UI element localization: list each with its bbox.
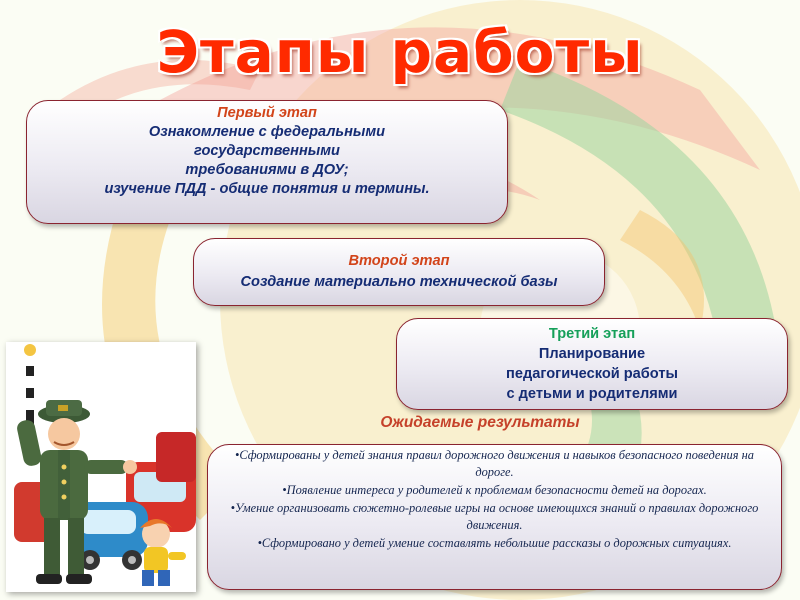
stage-3-line: педагогической работы xyxy=(506,366,678,382)
results-card xyxy=(207,444,782,590)
stage-3-line: с детьми и родителями xyxy=(506,386,678,402)
stage-3-card xyxy=(396,318,788,410)
stage-1-line: изучение ПДД - общие понятия и термины. xyxy=(104,181,430,197)
traffic-officer-illustration xyxy=(6,342,196,592)
stage-2-line: Создание материально технической базы xyxy=(240,274,558,290)
traffic-police-officer-icon xyxy=(6,342,196,592)
result-item: •Сформировано у детей умение составлять небольшие рассказы о дорожных ситуациях. xyxy=(257,536,732,550)
stage-3-line: Планирование xyxy=(538,346,646,362)
stage-1-card xyxy=(26,100,508,224)
stage-3-heading: Третий этап xyxy=(548,326,636,342)
results-heading: Ожидаемые результаты xyxy=(380,414,580,431)
stage-1-line: требованиями в ДОУ; xyxy=(185,162,349,178)
page-title: Этапы работы xyxy=(156,18,644,86)
result-item: •Умение организовать сюжетно-ролевые игры на основе имеющихся знаний о правилах дорожного движения. xyxy=(230,501,759,532)
stage-1-line: Ознакомление с федеральными xyxy=(148,124,386,140)
result-item: •Появление интереса у родителей к проблемам безопасности детей на дорогах. xyxy=(282,483,707,497)
stage-1-line: государственными xyxy=(194,143,340,159)
stage-2-heading: Второй этап xyxy=(348,253,450,269)
stage-1-heading: Первый этап xyxy=(217,105,317,121)
result-item: •Сформированы у детей знания правил дорожного движения и навыков безопасного поведения на дороге. xyxy=(235,448,754,479)
stage-2-card xyxy=(193,238,605,306)
